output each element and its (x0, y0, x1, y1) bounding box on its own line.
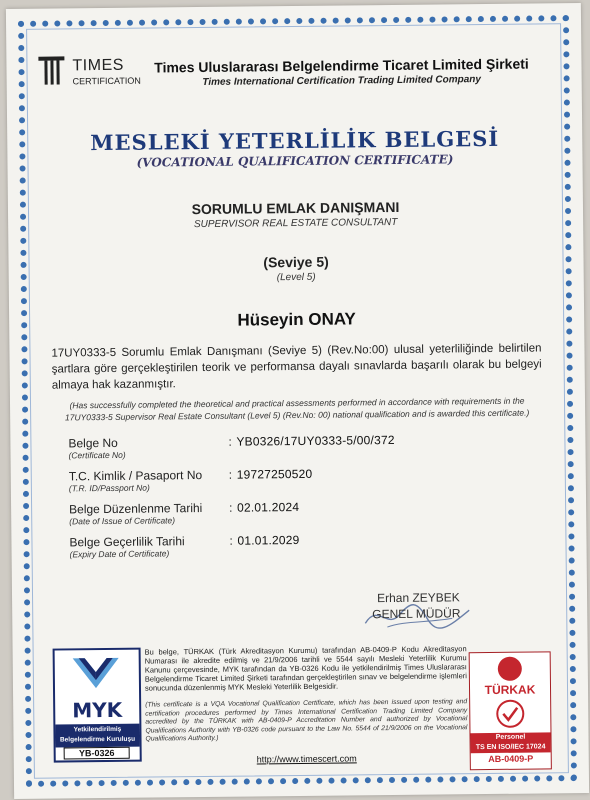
myk-badge (53, 648, 142, 763)
field-label-en: (Certificate No) (68, 449, 126, 461)
statement-tr: 17UY0333-5 Sorumlu Emlak Danışmanı (Seviye 5) (Rev.No:00) ulusal yeterliliğinde belirtilen şartlara göre gerçekleştirilen teorik ve performansa dayalı sınavlarda başarılı olarak bu belgeyi almaya hak kazanmıştır. (51, 342, 542, 392)
checkmark-icon (495, 699, 525, 729)
certificate-title: MESLEKİ YETERLİLİK BELGESİ (90, 125, 500, 156)
field-value: 19727250520 (236, 466, 313, 482)
turkak-badge (469, 651, 552, 770)
field-label: Belge Düzenlenme Tarihi (69, 501, 203, 517)
field-colon: : (229, 533, 233, 548)
field-id-no (69, 465, 529, 503)
field-label-en: (T.R. ID/Passport No) (68, 482, 150, 494)
field-label: Belge No (68, 435, 118, 451)
certificate-fields (68, 432, 529, 569)
turkak-band-line2: TS EN ISO/IEC 17024 (475, 742, 546, 751)
qualification-name: SORUMLU EMLAK DANIŞMANI (191, 198, 400, 218)
issuer-name-en: Times International Certification Trading Limited Company (202, 74, 481, 88)
qualification-level: (Seviye 5) (263, 253, 329, 271)
field-label-en: (Expiry Date of Certificate) (69, 548, 170, 560)
accreditation-text-en: (This certificate is a VQA Vocational Qualification Certificate, which has been issued upon testing and certification procedures performed by Times International Certification Trading Limited Company accredited by the TÜRKAK with AB-0409-P Accreditation Number and authorized by Vocational Qualifications Authority with YB-0326 code pursuant to the Law No. 5544 of 21/9/2006 on the Vocational Qualifications Authority.) (145, 698, 468, 743)
myk-code: YB-0326 (64, 747, 130, 760)
holder-name: Hüseyin ONAY (237, 309, 356, 330)
turkak-band-line1: Personel (495, 733, 526, 741)
signatory-title: GENEL MÜDÜR (372, 606, 461, 622)
field-colon: : (229, 500, 233, 515)
turkak-crest-icon (498, 657, 522, 681)
issuer-block (151, 56, 531, 89)
times-logo (36, 54, 146, 99)
certificate-subtitle: (VOCATIONAL QUALIFICATION CERTIFICATE) (136, 152, 454, 170)
accreditation-text-tr: Bu belge, TÜRKAK (Türk Akreditasyon Kurumu) tarafından AB-0409-P Kodu Akreditasyon Numarası ile akredite edilmiş ve 21/9/2006 tarihli ve 5544 sayılı Mesleki Yeterlilik Kurumu Kanunu çerçevesinde, MYK tarafından da YB-0326 Kodu ile yetkilendirilmiş Times Uluslararası Belgelendirme Ticaret Limited Şirketi tarafından gerçekleştirilen sınav ve belgelendirme işlemleri sonucunda düzenlenmiş MYK Mesleki Yeterlilik Belgesidir. (144, 644, 467, 693)
statement-en: (Has successfully completed the theoretical and practical assessments performed in accordance with requirements in the 17UY0333-5 Supervisor Real Estate Consultant (Level 5) (Rev.No: 00) national qualification and is awarded this certificate.) (64, 395, 530, 423)
issuer-name-tr: Times Uluslararası Belgelendirme Ticaret Limited Şirketi (154, 55, 529, 76)
logo-word: TIMES (72, 56, 124, 75)
myk-logo-icon (65, 654, 127, 699)
myk-band: Yetkilendirilmiş Belgelendirme Kuruluşu (55, 724, 139, 748)
field-label: T.C. Kimlik / Pasaport No (68, 468, 203, 484)
turkak-name: TÜRKAK (484, 682, 536, 698)
website-link[interactable]: http://www.timescert.com (256, 753, 357, 765)
signatory-name: Erhan ZEYBEK (376, 590, 460, 606)
field-expiry-date (69, 531, 529, 569)
myk-label: MYK (72, 697, 123, 723)
field-colon: : (228, 434, 232, 449)
field-label: Belge Geçerlilik Tarihi (69, 534, 185, 550)
turkak-code: AB-0409-P (488, 753, 534, 765)
qualification-name-en: SUPERVISOR REAL ESTATE CONSULTANT (193, 216, 398, 231)
times-logo-icon (36, 54, 66, 86)
field-label-en: (Date of Issue of Certificate) (69, 515, 176, 527)
field-value: 02.01.2024 (237, 499, 300, 515)
field-issue-date (69, 498, 529, 536)
logo-sub: CERTIFICATION (72, 75, 141, 87)
field-certificate-no (68, 432, 528, 470)
field-value: YB0326/17UY0333-5/00/372 (236, 432, 395, 449)
field-colon: : (228, 467, 233, 482)
qualification-level-en: (Level 5) (276, 271, 316, 284)
certificate-page (6, 3, 589, 799)
turkak-band (470, 732, 550, 753)
field-value: 01.01.2029 (237, 532, 300, 548)
